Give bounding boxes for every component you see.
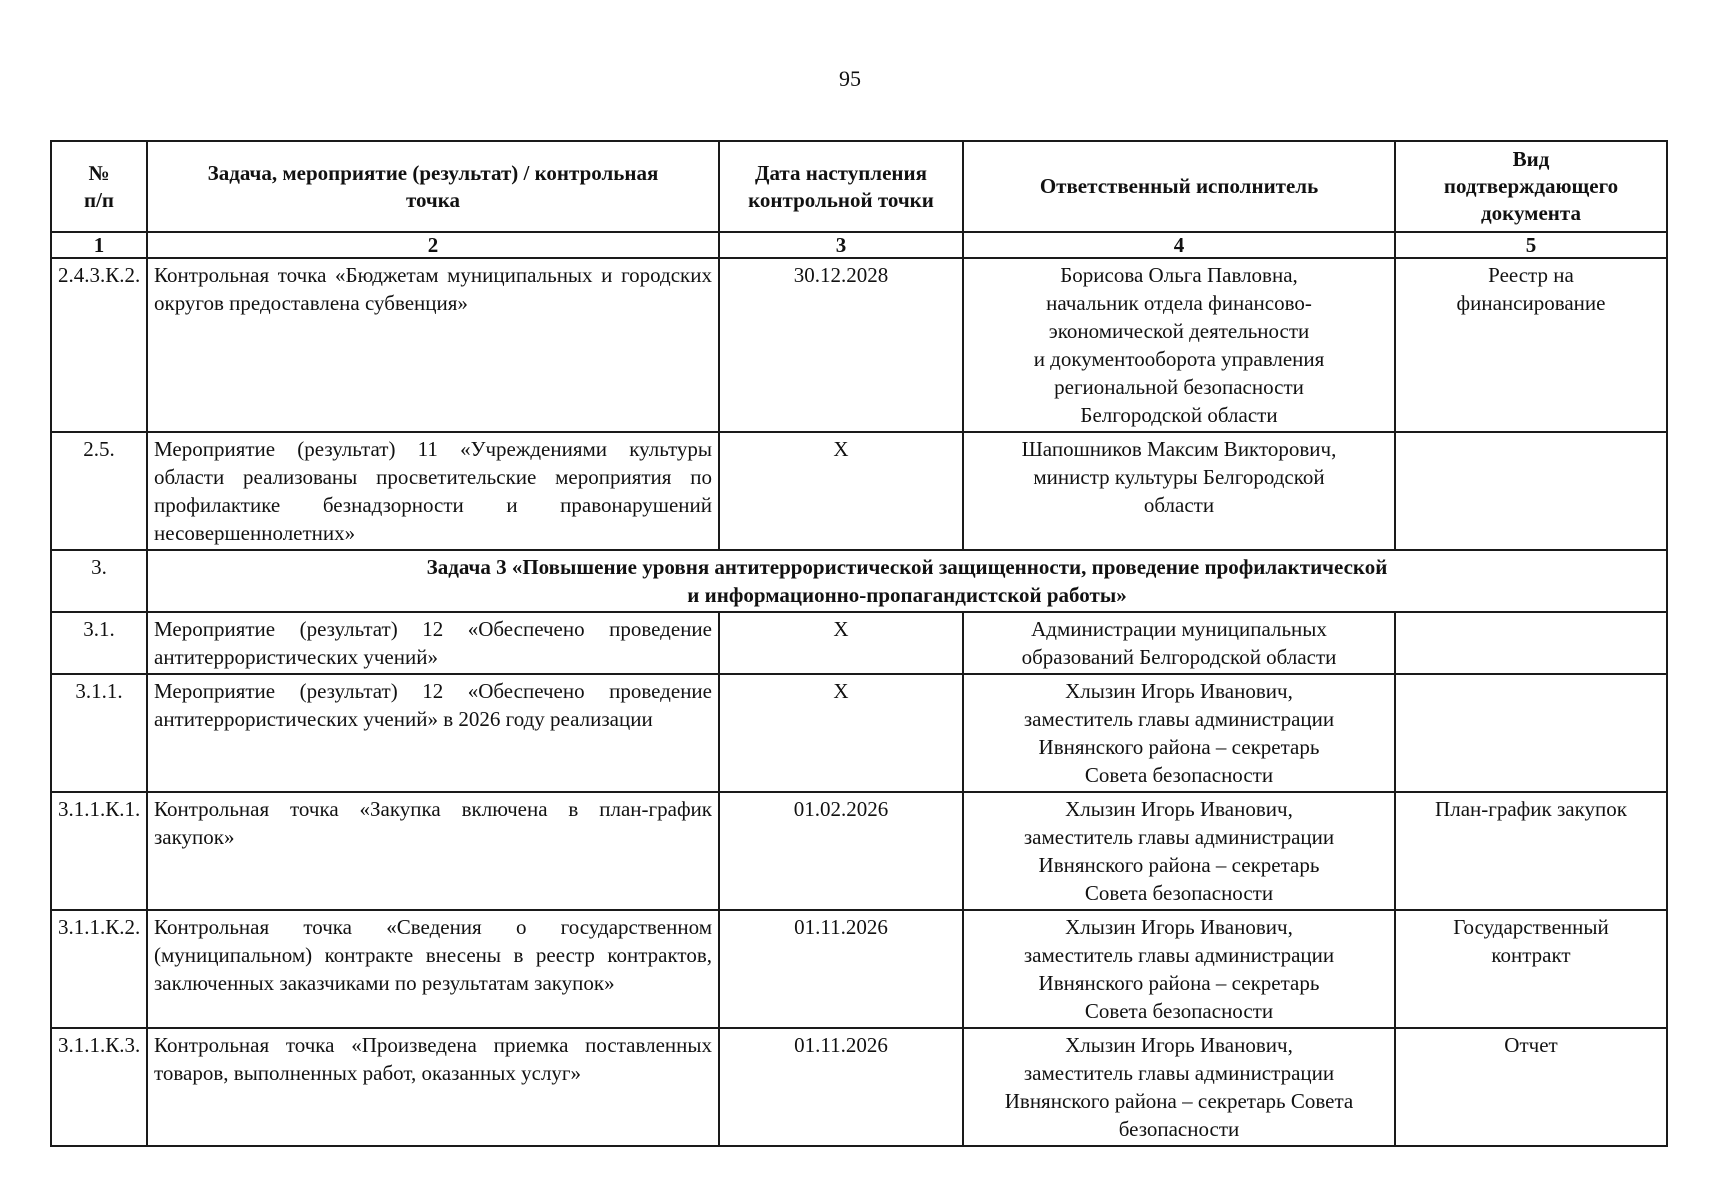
- row-date: 01.11.2026: [719, 910, 963, 1028]
- row-document: Реестр на финансирование: [1395, 258, 1667, 432]
- row-executor: Администрации муниципальных образований Белгородской области: [963, 612, 1395, 674]
- table-header-row: [51, 141, 1667, 232]
- row-document: Государственный контракт: [1395, 910, 1667, 1028]
- table-row: [51, 1028, 1667, 1146]
- table-row: [51, 674, 1667, 792]
- row-executor: Хлызин Игорь Иванович, заместитель главы администрации Ивнянского района – секретарь Совета безопасности: [963, 1028, 1395, 1146]
- page-number: 95: [839, 66, 861, 91]
- table-row: [51, 792, 1667, 910]
- row-date: X: [719, 612, 963, 674]
- row-document: [1395, 432, 1667, 550]
- row-executor: Хлызин Игорь Иванович, заместитель главы администрации Ивнянского района – секретарь Совета безопасности: [963, 910, 1395, 1028]
- table-row: [51, 432, 1667, 550]
- header-date: Дата наступления контрольной точки: [719, 141, 963, 232]
- row-task: Контрольная точка «Бюджетам муниципальных и городских округов предоставлена субвенция»: [147, 258, 719, 432]
- section-title: Задача 3 «Повышение уровня антитеррористической защищенности, проведение профилактической и информационно-пропагандистской работы»: [147, 550, 1667, 612]
- row-task: Контрольная точка «Закупка включена в план-график закупок»: [147, 792, 719, 910]
- section-number: 3.: [51, 550, 147, 612]
- row-task: Мероприятие (результат) 12 «Обеспечено проведение антитеррористических учений»: [147, 612, 719, 674]
- row-document: [1395, 612, 1667, 674]
- row-date: 01.02.2026: [719, 792, 963, 910]
- row-document: Отчет: [1395, 1028, 1667, 1146]
- row-executor: Шапошников Максим Викторович, министр культуры Белгородской области: [963, 432, 1395, 550]
- column-number: 4: [963, 232, 1395, 258]
- row-task: Мероприятие (результат) 12 «Обеспечено проведение антитеррористических учений» в 2026 году реализации: [147, 674, 719, 792]
- header-task: Задача, мероприятие (результат) / контрольная точка: [147, 141, 719, 232]
- row-date: X: [719, 674, 963, 792]
- row-executor: Хлызин Игорь Иванович, заместитель главы администрации Ивнянского района – секретарь Совета безопасности: [963, 792, 1395, 910]
- table-row: [51, 258, 1667, 432]
- row-number: 3.1.1.К.3.: [51, 1028, 147, 1146]
- column-number: 2: [147, 232, 719, 258]
- row-executor: Борисова Ольга Павловна, начальник отдела финансово- экономической деятельности и документооборота управления региональной безопасности Белгородской области: [963, 258, 1395, 432]
- row-task: Контрольная точка «Сведения о государственном (муниципальном) контракте внесены в реестр контрактов, заключенных заказчиками по результатам закупок»: [147, 910, 719, 1028]
- header-document: Вид подтверждающего документа: [1395, 141, 1667, 232]
- row-number: 2.4.3.К.2.: [51, 258, 147, 432]
- table-row: [51, 612, 1667, 674]
- header-executor: Ответственный исполнитель: [963, 141, 1395, 232]
- column-number: 1: [51, 232, 147, 258]
- control-points-table: [50, 140, 1668, 1147]
- table-row: [51, 910, 1667, 1028]
- row-number: 3.1.: [51, 612, 147, 674]
- row-number: 3.1.1.К.1.: [51, 792, 147, 910]
- column-number: 3: [719, 232, 963, 258]
- row-document: План-график закупок: [1395, 792, 1667, 910]
- row-number: 2.5.: [51, 432, 147, 550]
- row-task: Мероприятие (результат) 11 «Учреждениями культуры области реализованы просветительские мероприятия по профилактике безнадзорности и правонарушений несовершеннолетних»: [147, 432, 719, 550]
- column-number: 5: [1395, 232, 1667, 258]
- section-row: [51, 550, 1667, 612]
- row-document: [1395, 674, 1667, 792]
- column-numbers-row: [51, 232, 1667, 258]
- row-task: Контрольная точка «Произведена приемка поставленных товаров, выполненных работ, оказанных услуг»: [147, 1028, 719, 1146]
- row-date: 01.11.2026: [719, 1028, 963, 1146]
- row-number: 3.1.1.: [51, 674, 147, 792]
- row-date: X: [719, 432, 963, 550]
- row-date: 30.12.2028: [719, 258, 963, 432]
- row-executor: Хлызин Игорь Иванович, заместитель главы администрации Ивнянского района – секретарь Совета безопасности: [963, 674, 1395, 792]
- header-number: № п/п: [51, 141, 147, 232]
- row-number: 3.1.1.К.2.: [51, 910, 147, 1028]
